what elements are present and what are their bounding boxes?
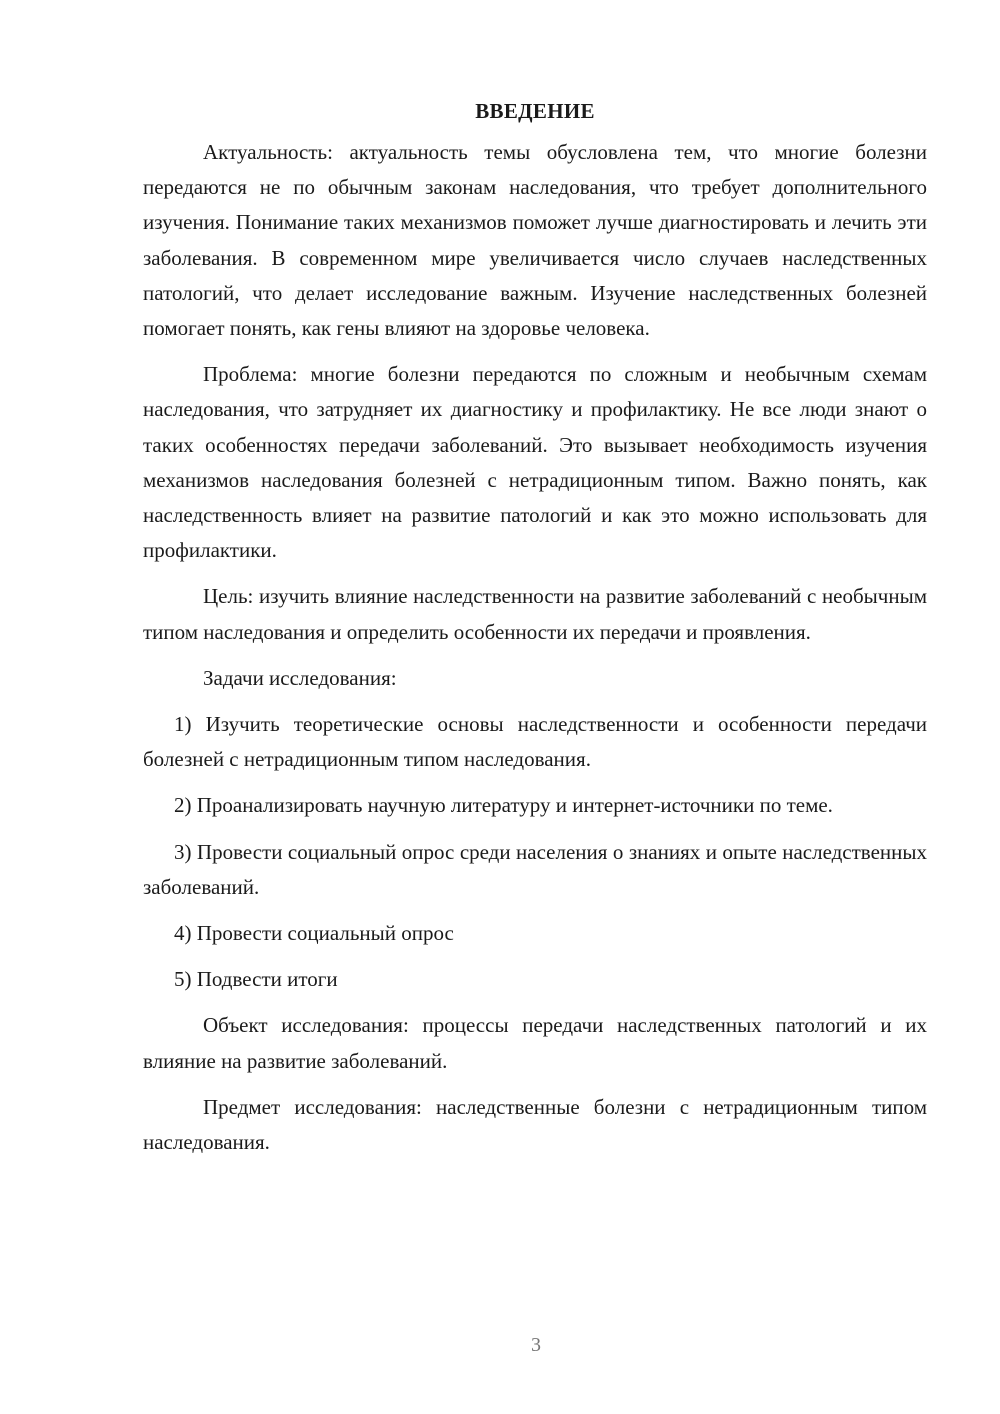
paragraph-subject: Предмет исследования: наследственные болезни с нетрадиционным типом наследования. <box>143 1094 927 1155</box>
paragraph-object: Объект исследования: процессы передачи наследственных патологий и их влияние на развитие заболеваний. <box>143 1013 927 1073</box>
section-title: ВВЕДЕНИЕ <box>475 99 595 123</box>
page-number: 3 <box>531 1334 541 1356</box>
paragraph-relevance: Актуальность: актуальность темы обусловлена тем, что многие болезни передаются не по обычным законам наследования, что требует дополнительного изучения. Понимание таких механизмов поможет лучше диагностировать и лечить эти заболевания. В современном мире увеличивается число случаев наследственных патологий, что делает исследование важным. Изучение наследственных болезней помогает понять, как гены влияют на здоровье человека. <box>143 140 927 341</box>
paragraph-goal: Цель: изучить влияние наследственности на развитие заболеваний с необычным типом наследования и определить особенности их передачи и проявления. <box>143 584 927 644</box>
task-item-5: 5) Подвести итоги <box>174 967 338 992</box>
page-content <box>143 96 927 1171</box>
paragraph-problem: Проблема: многие болезни передаются по сложным и необычным схемам наследования, что затрудняет их диагностику и профилактику. Не все люди знают о таких особенностях передачи заболеваний. Это вызывает необходимость изучения механизмов наследования болезней с нетрадиционным типом. Важно понять, как наследственность влияет на развитие патологий и как это можно использовать для профилактики. <box>143 362 927 563</box>
tasks-heading: Задачи исследования: <box>203 665 397 690</box>
task-item-4: 4) Провести социальный опрос <box>174 921 454 946</box>
task-item-1: 1) Изучить теоретические основы наследственности и особенности передачи болезней с нетрадиционным типом наследования. <box>143 712 927 772</box>
task-item-2: 2) Проанализировать научную литературу и интернет-источники по теме. <box>174 793 833 818</box>
task-item-3: 3) Провести социальный опрос среди населения о знаниях и опыте наследственных заболеваний. <box>143 839 927 899</box>
